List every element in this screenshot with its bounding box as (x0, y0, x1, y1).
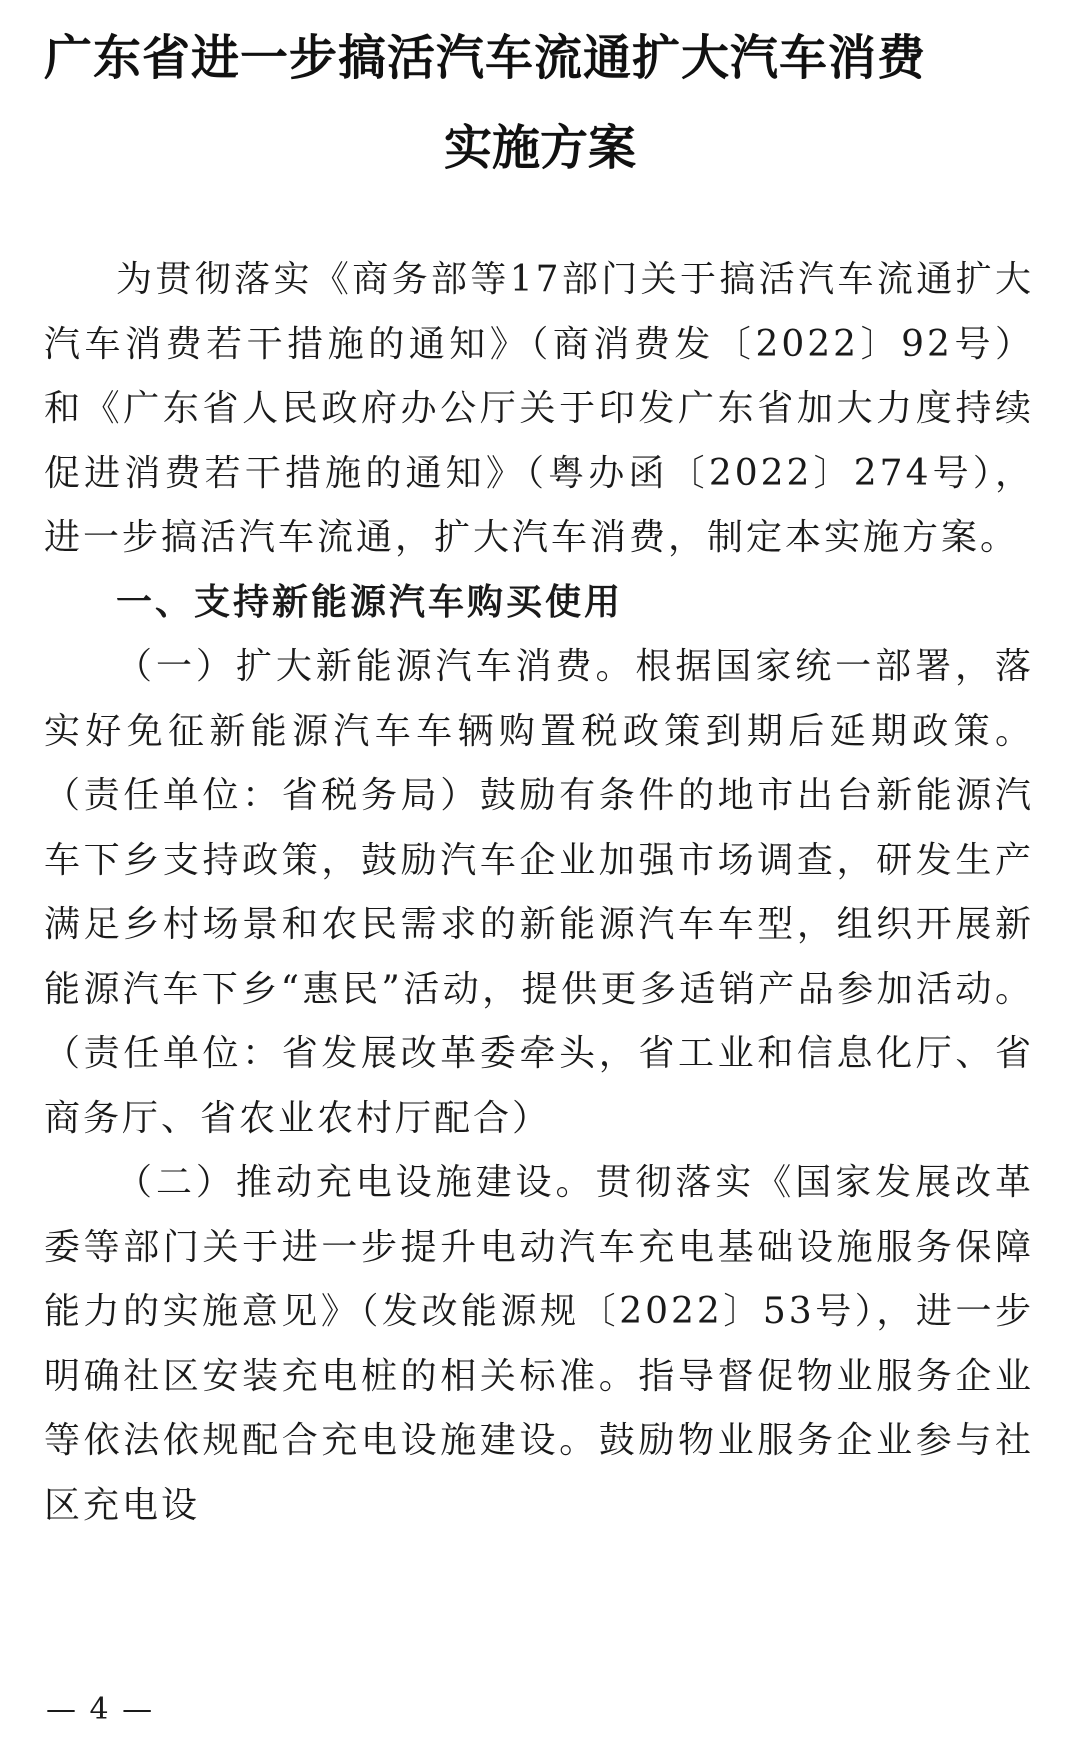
document-body (44, 248, 1034, 1538)
section-heading-1: 一、支持新能源汽车购买使用 (116, 581, 624, 623)
document-title-line-1: 广东省进一步搞活汽车流通扩大汽车消费 (44, 30, 927, 86)
page-number: — 4 — (46, 1692, 155, 1727)
paragraph-item-2: （二）推动充电设施建设。贯彻落实《国家发展改革委等部门关于进一步提升电动汽车充电基础设施服务保障能力的实施意见》（发改能源规〔2022〕53号），进一步明确社区安装充电桩的相关标准。指导督促物业服务企业等依法依规配合充电设施建设。鼓励物业服务企业参与社区充电设 (44, 1162, 1034, 1526)
paragraph-item-1: （一）扩大新能源汽车消费。根据国家统一部署，落实好免征新能源汽车车辆购置税政策到期后延期政策。（责任单位：省税务局）鼓励有条件的地市出台新能源汽车下乡支持政策，鼓励汽车企业加强市场调查，研发生产满足乡村场景和农民需求的新能源汽车车型，组织开展新能源汽车下乡“惠民”活动，提供更多适销产品参加活动。（责任单位：省发展改革委牵头，省工业和信息化厅、省商务厅、省农业农村厅配合） (44, 646, 1034, 1139)
document-title-line-2: 实施方案 (443, 120, 636, 176)
intro-paragraph: 为贯彻落实《商务部等17部门关于搞活汽车流通扩大汽车消费若干措施的通知》（商消费发〔2022〕92号）和《广东省人民政府办公厅关于印发广东省加大力度持续促进消费若干措施的通知》（粤办函〔2022〕274号），进一步搞活汽车流通，扩大汽车消费，制定本实施方案。 (44, 259, 1034, 558)
